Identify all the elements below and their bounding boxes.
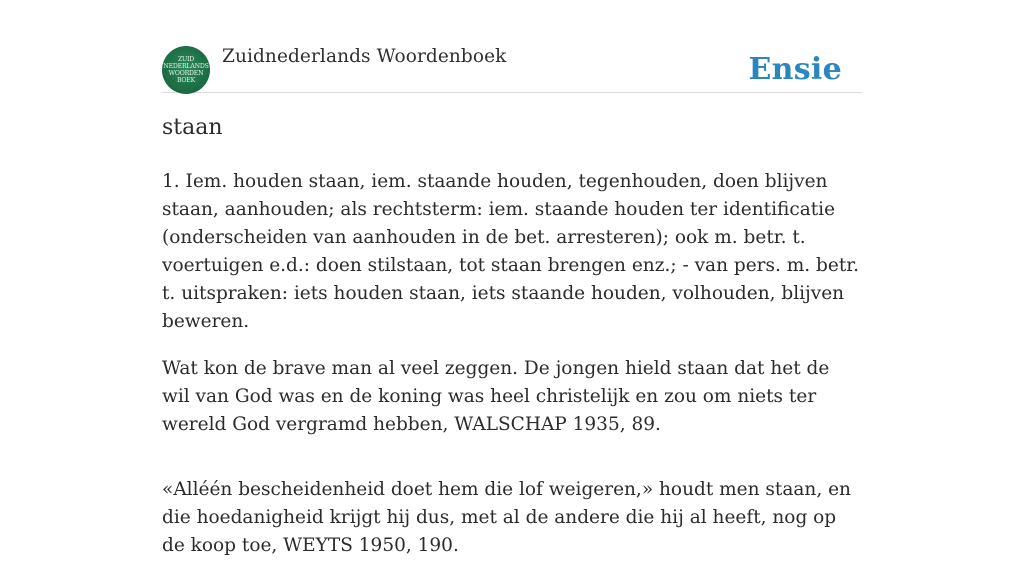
site-logo[interactable] xyxy=(162,46,210,94)
site-title[interactable]: Zuidnederlands Woordenboek xyxy=(222,46,507,67)
logo-text-line: NEDERLANDS xyxy=(163,63,209,70)
page-title: staan xyxy=(162,115,223,140)
logo-text-line: WOORDEN xyxy=(168,70,204,77)
logo-text-line: BOEK xyxy=(176,77,196,84)
entry-content xyxy=(162,168,862,579)
logo-text-line: ZUID xyxy=(177,56,195,63)
quote-text: «Alléén bescheidenheid doet hem die lof weigeren,» houdt men staan, en die hoedanigheid krijgt hij dus, met al de andere die hij al heeft, nog op de koop toe, WEYTS 1950, 190. xyxy=(162,479,851,556)
definition-text: 1. Iem. houden staan, iem. staande houden, tegenhouden, doen blijven staan, aanhouden; als rechtsterm: iem. staande houden ter identificatie (onderscheiden van aanhouden in de bet. arresteren); ook m. betr. t. voertuigen e.d.: doen stilstaan, tot staan brengen enz.; - van pers. m. betr. t. uitspraken: iets houden staan, iets staande houden, volhouden, blijven beweren. xyxy=(162,171,859,332)
brand-logo[interactable]: Ensie xyxy=(748,52,842,87)
quote-text: Wat kon de brave man al veel zeggen. De jongen hield staan dat het de wil van God was en de koning was heel christelijk en zou om niets ter wereld God vergramd hebben, WALSCHAP 1935, 89. xyxy=(162,358,830,435)
site-header xyxy=(162,46,862,93)
